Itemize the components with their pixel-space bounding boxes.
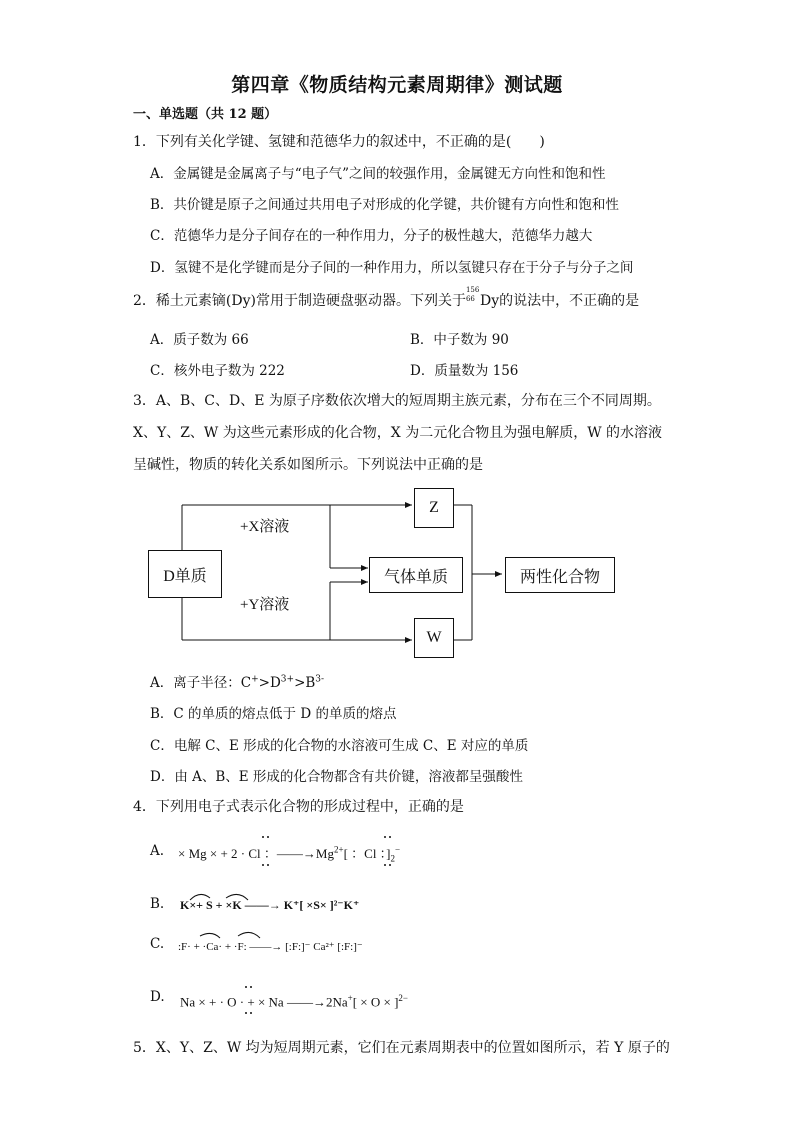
x-solution-label: +X溶液 — [240, 519, 290, 535]
question-3-option-c: C．电解 C、E 形成的化合物的水溶液可生成 C、E 对应的单质 — [150, 738, 529, 754]
isotope-notation: 156 66 — [465, 286, 480, 303]
z-compound-box: Z — [414, 488, 454, 528]
page-title: 第四章《物质结构元素周期律》测试题 — [231, 74, 563, 96]
question-4-option-c-formula: :F· + ·Ca· + ·F: ——→ [:F:]⁻ Ca²⁺ [:F:]⁻ — [178, 941, 363, 953]
question-2-stem: 2．稀土元素镝(Dy)常用于制造硬盘驱动器。下列关于 156 66 Dy的说法中，不正确的是 — [133, 286, 640, 309]
question-4-option-b-label: B. — [150, 896, 165, 912]
question-3-line-2: X、Y、Z、W 为这些元素形成的化合物，X 为二元化合物且为强电解质，W 的水溶液 — [133, 425, 663, 441]
question-1-option-c: C．范德华力是分子间存在的一种作用力，分子的极性越大，范德华力越大 — [150, 228, 593, 244]
question-4-option-a-label: A. — [150, 843, 165, 859]
question-5-stem: 5．X、Y、Z、W 均为短周期元素，它们在元素周期表中的位置如图所示，若 Y 原子的 — [133, 1040, 670, 1056]
w-compound-box: W — [414, 618, 454, 658]
question-2-option-d: D．质量数为 156 — [410, 363, 519, 379]
electron-transfer-arrows-c — [190, 928, 270, 940]
question-4-option-a-formula: × Mg × + 2 · Cl ：$——\to Mg^{2+}$[ ：Cl ：]$_2^-$ — [178, 844, 401, 864]
question-3-option-d: D．由 A、B、E 形成的化合物都含有共价键，溶液都呈强酸性 — [150, 769, 523, 785]
question-2-option-a: A．质子数为 66 — [150, 332, 249, 348]
section-heading: 一、单选题（共 12 题） — [133, 107, 278, 122]
electron-transfer-arrows-b — [186, 890, 256, 902]
question-4-option-d-label: D. — [150, 989, 165, 1005]
question-1-option-a: A．金属键是金属离子与“电子气”之间的较强作用，金属键无方向性和饱和性 — [150, 166, 606, 182]
question-4-option-d-formula: Na × + · O · + × Na ——→2Na+[ × O × ]$^{2-}$ — [180, 993, 408, 1010]
question-2-option-b: B．中子数为 90 — [410, 332, 509, 348]
y-solution-label: +Y溶液 — [240, 597, 290, 613]
question-1-stem: 1．下列有关化学键、氢键和范德华力的叙述中，不正确的是( ) — [133, 134, 545, 150]
d-element-box: D单质 — [148, 550, 222, 598]
question-3-option-b: B．C 的单质的熔点低于 D 的单质的熔点 — [150, 706, 397, 722]
amphoteric-compound-box: 两性化合物 — [505, 557, 615, 593]
question-4-stem: 4．下列用电子式表示化合物的形成过程中，正确的是 — [133, 799, 464, 815]
question-3-option-a: A．离子半径：$C^+>D^{3+}>B^{3-}$ — [150, 674, 325, 691]
question-4-option-b-formula: K×+ S + ×K ——→ K⁺[ ×S× ]²⁻K⁺ — [180, 898, 360, 912]
question-3-line-3: 呈碱性，物质的转化关系如图所示。下列说法中正确的是 — [133, 457, 483, 473]
question-4-option-c-label: C. — [150, 936, 165, 952]
question-2-option-c: C．核外电子数为 222 — [150, 363, 285, 379]
question-1-option-b: B．共价键是原子之间通过共用电子对形成的化学键，共价键有方向性和饱和性 — [150, 197, 619, 213]
question-1-option-d: D．氢键不是化学键而是分子间的一种作用力，所以氢键只存在于分子与分子之间 — [150, 260, 634, 276]
question-3-line-1: 3．A、B、C、D、E 为原子序数依次增大的短周期主族元素，分布在三个不同周期。 — [133, 393, 661, 409]
gas-element-box: 气体单质 — [369, 557, 463, 593]
